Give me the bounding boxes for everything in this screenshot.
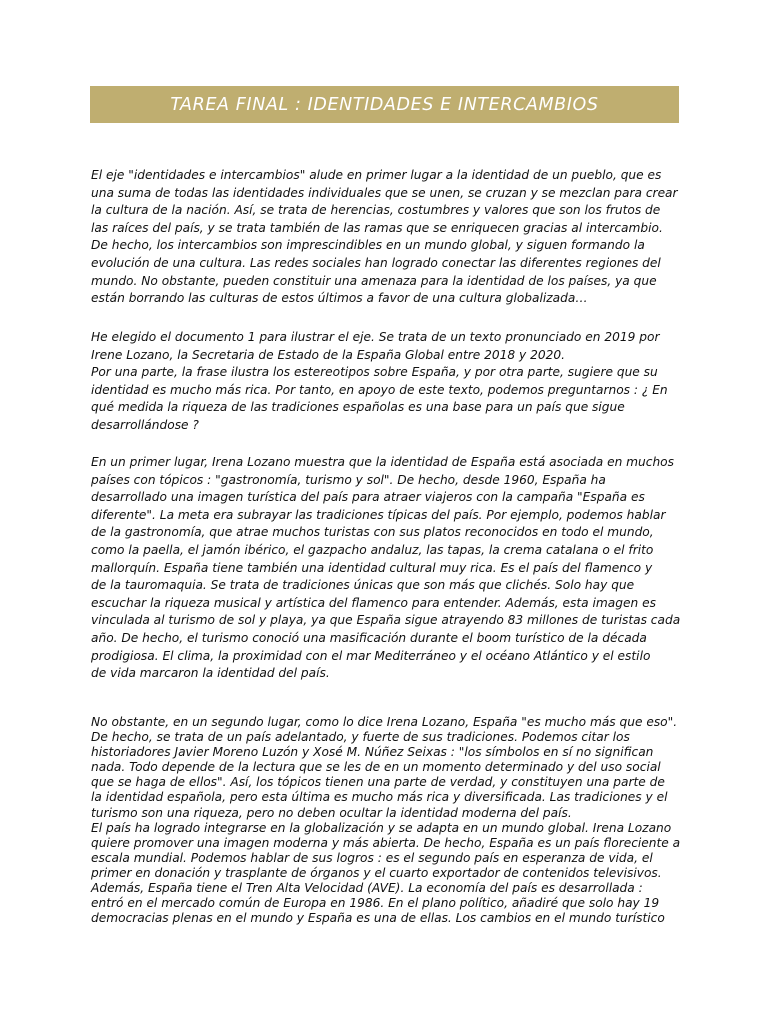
paragraph-introduction: El eje "identidades e intercambios" alude en primer lugar a la identidad de un pueblo, que es una suma de todas las identidades individuales que se unen, se cruzan y se mezclan para crear la cultura de la nación. Así, se trata de herencias, costumbres y valores que son los frutos de las raíces del país, y se trata también de las ramas que se enriquecen gracias al intercambio. De hecho, los intercambios son imprescindibles en un mundo global, y siguen formando la evolución de una cultura. Las redes sociales han logrado conectar las diferentes regiones del mundo. No obstante, pueden constituir una amenaza para la identidad de los países, ya que están borrando las culturas de estos últimos a favor de una cultura globalizada…	[91, 168, 678, 306]
title-banner	[90, 86, 679, 123]
paragraph-document-choice: He elegido el documento 1 para ilustrar el eje. Se trata de un texto pronunciado en 2019 por Irene Lozano, la Secretaria de Estado de la España Global entre 2018 y 2020. Por una parte, la frase ilustra los estereotipos sobre España, y por otra parte, sugiere que su identidad es mucho más rica. Por tanto, en apoyo de este texto, podemos preguntarnos : ¿ En qué medida la riqueza de las tradiciones españolas es una base para un país que sigue desarrollándose ?	[91, 330, 668, 432]
paragraph-first-part: En un primer lugar, Irena Lozano muestra que la identidad de España está asociada en muchos países con tópicos : "gastronomía, turismo y sol". De hecho, desde 1960, España ha desarrollado una imagen turística del país para atraer viajeros con la campaña "España es diferente". La meta era subrayar las tradiciones típicas del país. Por ejemplo, podemos hablar de la gastronomía, que atrae muchos turistas con sus platos reconocidos en todo el mundo, como la paella, el jamón ibérico, el gazpacho andaluz, las tapas, la crema catalana o el frito mallorquín. España tiene también una identidad cultural muy rica. Es el país del flamenco y de la tauromaquia. Se trata de tradiciones únicas que son más que clichés. Solo hay que escuchar la riqueza musical y artística del flamenco para entender. Además, esta imagen es vinculada al turismo de sol y playa, ya que España sigue atrayendo 83 millones de turistas cada año. De hecho, el turismo conoció una masificación durante el boom turístico de la década prodigiosa. El clima, la proximidad con el mar Mediterráneo y el océano Atlántico y el estilo de vida marcaron la identidad del país.	[91, 455, 681, 681]
document-title: TAREA FINAL : IDENTIDADES E INTERCAMBIOS	[170, 94, 599, 115]
paragraph-second-part: No obstante, en un segundo lugar, como lo dice Irena Lozano, España "es mucho más que eso". De hecho, se trata de un país adelantado, y fuerte de sus tradiciones. Podemos citar los historiadores Javier Moreno Luzón y Xosé M. Núñez Seixas : "los símbolos en sí no significan nada. Todo depende de la lectura que se les de en un momento determinado y del uso social que se haga de ellos". Así, los tópicos tienen una parte de verdad, y constituyen una parte de la identidad española, pero esta última es mucho más rica y diversificada. Las tradiciones y el turismo son una riqueza, pero no deben ocultar la identidad moderna del país. El país ha logrado integrarse en la globalización y se adapta en un mundo global. Irena Lozano quiere promover una imagen moderna y más abierta. De hecho, España es un país floreciente a escala mundial. Podemos hablar de sus logros : es el segundo país en esperanza de vida, el primer en donación y trasplante de órganos y el cuarto exportador de contenidos televisivos. Además, España tiene el Tren Alta Velocidad (AVE). La economía del país es desarrollada : entró en el mercado común de Europa en 1986. En el plano político, añadiré que solo hay 19 democracias plenas en el mundo y España es una de ellas. Los cambios en el mundo turístico	[91, 715, 681, 926]
